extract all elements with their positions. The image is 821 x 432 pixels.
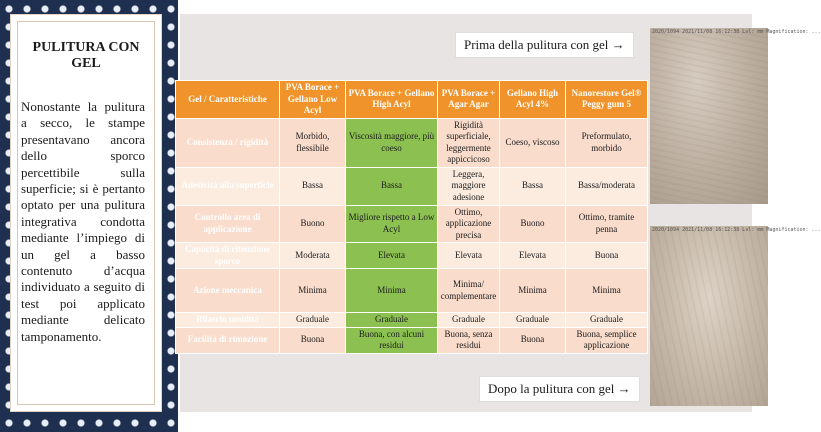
row-label: Azione meccanica <box>176 269 280 313</box>
table-cell: Minima/ complementare <box>438 269 500 313</box>
table-cell: Morbido, flessibile <box>280 118 346 167</box>
table-cell: Buona <box>280 327 346 353</box>
table-header: PVA Borace + Gellano High Acyl <box>346 81 438 119</box>
table-cell-highlight: Migliore rispetto a Low Acyl <box>346 205 438 243</box>
table-cell-highlight: Minima <box>346 269 438 313</box>
table-cell: Buono <box>280 205 346 243</box>
table-row <box>176 205 648 243</box>
table-header: PVA Borace + Agar Agar <box>438 81 500 119</box>
table-cell: Graduale <box>500 313 566 328</box>
photo-before <box>650 28 821 204</box>
row-label: Controllo area di applicazione <box>176 205 280 243</box>
table-row <box>176 269 648 313</box>
row-label: Facilità di rimozione <box>176 327 280 353</box>
table-cell-highlight: Bassa <box>346 167 438 205</box>
table-row <box>176 327 648 353</box>
table-cell: Minima <box>500 269 566 313</box>
table-cell: Buona <box>500 327 566 353</box>
row-label: Adesività alla superficie <box>176 167 280 205</box>
table-row <box>176 243 648 269</box>
table-cell: Coeso, viscoso <box>500 118 566 167</box>
table-header: Gellano High Acyl 4% <box>500 81 566 119</box>
text-card <box>10 14 162 412</box>
table-header-row <box>176 81 648 119</box>
table-cell: Ottimo, tramite penna <box>566 205 648 243</box>
table-cell: Buona, senza residui <box>438 327 500 353</box>
table-cell: Buona <box>566 243 648 269</box>
card-title: PULITURA CON GEL <box>32 40 140 71</box>
table-cell-highlight: Viscosità maggiore, più coeso <box>346 118 438 167</box>
table-cell: Elevata <box>500 243 566 269</box>
table-row <box>176 313 648 328</box>
table-cell-highlight: Elevata <box>346 243 438 269</box>
photo-after-meta: 2020/1094 2021/11/08 16:12:38 Lvl: mm Magnification: ... <box>652 227 821 233</box>
table-cell: Minima <box>566 269 648 313</box>
photo-before-meta: 2020/1094 2021/11/08 16:12:38 Lvl: mm Magnification: ... <box>652 29 821 35</box>
card-body-text: Nonostante la pulitura a secco, le stampe presentavano ancora dello sporco percettibile sulla superficie; si è pertanto optato per una pulitura integrativa condotta mediante l’impiego di un gel a basso contenuto d’acqua individuato a seguito di test poi applicato mediante delicato tamponamento. <box>21 99 145 344</box>
table-cell: Rigidità superficiale, leggermente appiccicoso <box>438 118 500 167</box>
caption-before: Prima della pulitura con gel → <box>455 32 634 58</box>
table-cell: Bassa <box>500 167 566 205</box>
table-cell: Ottimo, applicazione precisa <box>438 205 500 243</box>
table-cell: Buono <box>500 205 566 243</box>
table-row <box>176 167 648 205</box>
table-cell: Preformulato, morbido <box>566 118 648 167</box>
table-cell: Moderata <box>280 243 346 269</box>
caption-after: Dopo la pulitura con gel → <box>479 376 640 402</box>
table-cell: Graduale <box>280 313 346 328</box>
table-cell: Graduale <box>566 313 648 328</box>
table-cell: Minima <box>280 269 346 313</box>
table-cell: Buona, semplice applicazione <box>566 327 648 353</box>
table-cell: Elevata <box>438 243 500 269</box>
row-label: Consistenza / rigidità <box>176 118 280 167</box>
table-header: PVA Borace + Gellano Low Acyl <box>280 81 346 119</box>
table-cell: Bassa <box>280 167 346 205</box>
row-label: Rilascio umidità <box>176 313 280 328</box>
table-header: Gel / Caratteristiche <box>176 81 280 119</box>
photo-after <box>650 226 821 406</box>
row-label: Capacità di ritenzione sporco <box>176 243 280 269</box>
comparison-table <box>175 80 648 354</box>
table-cell: Graduale <box>438 313 500 328</box>
table-cell: Bassa/moderata <box>566 167 648 205</box>
table-row <box>176 118 648 167</box>
table-header: Nanorestore Gel® Peggy gum 5 <box>566 81 648 119</box>
table-cell-highlight: Buona, con alcuni residui <box>346 327 438 353</box>
table-cell-highlight: Graduale <box>346 313 438 328</box>
table-cell: Leggera, maggiore adesione <box>438 167 500 205</box>
